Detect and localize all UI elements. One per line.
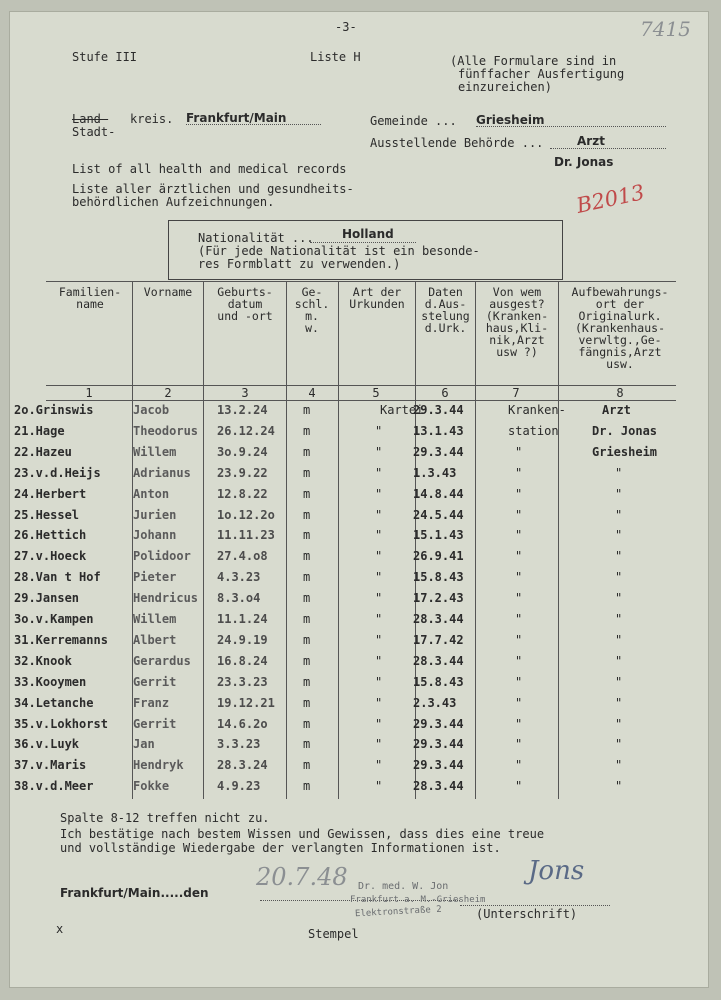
gemeinde-value: Griesheim (476, 113, 545, 127)
table-row (10, 487, 710, 508)
cell-storage-location: Dr. Jonas (592, 423, 658, 438)
table-row (10, 654, 710, 675)
cell-issued-by: Kranken- (508, 403, 566, 417)
cell-record-type: " (375, 444, 383, 459)
col-number-2: 2 (164, 386, 172, 400)
cell-sex: m (303, 695, 311, 710)
cell-record-type: " (375, 570, 383, 585)
cell-record-type: " (375, 612, 383, 626)
cell-family-name: 2o.Grinswis (14, 403, 94, 417)
cell-issued-by: " (515, 695, 523, 710)
cell-first-name: Polidoor (133, 549, 191, 564)
cell-issued-by: " (515, 779, 523, 794)
title-english: List of all health and medical records (72, 162, 347, 176)
behoerde-label: Ausstellende Behörde ... (370, 136, 544, 150)
date-handwritten: 20.7.48 (256, 863, 348, 891)
cell-storage-location: " (615, 528, 623, 543)
cell-record-type: " (375, 716, 383, 731)
col-header-familienname: Familien- name (58, 285, 122, 311)
pencil-number: 7415 (640, 17, 691, 41)
cell-issue-date: 29.3.44 (413, 737, 464, 752)
cell-birth-date: 26.12.24 (217, 423, 275, 438)
cell-storage-location: " (615, 486, 623, 501)
cell-first-name: Jacob (133, 403, 170, 417)
cell-sex: m (303, 758, 311, 773)
cell-first-name: Jan (133, 737, 155, 752)
cell-sex: m (303, 444, 311, 459)
unterschrift-label: (Unterschrift) (476, 907, 578, 921)
cell-issued-by: " (515, 653, 523, 668)
cell-issue-date: 29.3.44 (413, 403, 464, 417)
cell-sex: m (303, 779, 311, 794)
cell-sex: m (303, 612, 311, 626)
cell-record-type: " (375, 465, 383, 480)
cell-storage-location: " (615, 779, 623, 794)
stufe-label: Stufe III (72, 50, 138, 64)
cell-issued-by: " (515, 737, 523, 752)
col-number-3: 3 (241, 386, 249, 400)
cell-sex: m (303, 716, 311, 731)
table-number-rule (46, 385, 676, 386)
cell-sex: m (303, 632, 311, 647)
place-date-label: Frankfurt/Main.....den (60, 886, 209, 900)
title-german-1: Liste aller ärztlichen und gesundheits- (72, 182, 354, 196)
cell-sex: m (303, 403, 311, 417)
cell-record-type: " (375, 591, 383, 606)
cell-storage-location: " (615, 612, 623, 626)
cell-birth-date: 4.9.23 (217, 779, 261, 794)
cell-family-name: 31.Kerremanns (14, 632, 108, 647)
document-sheet (10, 12, 708, 987)
cell-storage-location: " (615, 695, 623, 710)
stadt-label: Stadt- (72, 125, 116, 139)
behoerde-name: Dr. Jonas (554, 155, 614, 169)
cell-birth-date: 4.3.23 (217, 570, 261, 585)
cell-birth-date: 28.3.24 (217, 758, 268, 773)
behoerde-value: Arzt (577, 134, 605, 148)
cell-first-name: Jurien (133, 507, 177, 522)
cell-family-name: 23.v.d.Heijs (14, 465, 101, 480)
signature: Jons (528, 856, 585, 886)
cell-sex: m (303, 653, 311, 668)
nationality-note-2: res Formblatt zu verwenden.) (198, 257, 401, 271)
cell-first-name: Willem (133, 612, 177, 626)
cell-birth-date: 19.12.21 (217, 695, 275, 710)
signature-dots (460, 905, 610, 906)
cell-storage-location: Arzt (602, 403, 631, 417)
cell-birth-date: 1o.12.2o (217, 507, 275, 522)
red-stamp-number: B2013 (574, 180, 647, 218)
cell-sex: m (303, 486, 311, 501)
cell-issued-by: " (515, 758, 523, 773)
cell-first-name: Fokke (133, 779, 170, 794)
stempel-label: Stempel (308, 927, 359, 941)
cell-issue-date: 15.8.43 (413, 674, 464, 689)
nationality-value: Holland (342, 227, 394, 241)
cell-first-name: Hendryk (133, 758, 184, 773)
nationality-note-1: (Für jede Nationalität ist ein besonde- (198, 244, 480, 258)
cell-first-name: Adrianus (133, 465, 191, 480)
cell-record-type: " (375, 737, 383, 752)
cell-issued-by: " (515, 465, 523, 480)
stamp-line-1: Dr. med. W. Jon (358, 881, 449, 892)
cell-birth-date: 11.1.24 (217, 612, 268, 626)
cell-family-name: 26.Hettich (14, 528, 87, 543)
cell-family-name: 22.Hazeu (14, 444, 72, 459)
cell-birth-date: 3.3.23 (217, 737, 261, 752)
cell-record-type: " (375, 674, 383, 689)
col-number-4: 4 (308, 386, 316, 400)
footer-note: Spalte 8-12 treffen nicht zu. (60, 811, 270, 825)
cell-storage-location: " (615, 716, 623, 731)
cell-first-name: Johann (133, 528, 177, 543)
table-row (10, 549, 710, 570)
page-number: -3- (335, 20, 357, 34)
cell-family-name: 37.v.Maris (14, 758, 87, 773)
cell-storage-location: " (615, 507, 623, 522)
note-line-3: einzureichen) (458, 80, 552, 94)
cell-issued-by: " (515, 444, 523, 459)
cell-storage-location: " (615, 570, 623, 585)
cell-first-name: Theodorus (133, 423, 199, 438)
table-row (10, 508, 710, 529)
cell-storage-location: " (615, 758, 623, 773)
cell-first-name: Hendricus (133, 591, 199, 606)
kreis-dots (186, 124, 321, 125)
kreis-value: Frankfurt/Main (186, 111, 287, 125)
col-header-geschlecht: Ge- schl. m. w. (294, 285, 330, 335)
cell-birth-date: 23.9.22 (217, 465, 268, 480)
cell-issue-date: 15.8.43 (413, 570, 464, 585)
cell-family-name: 32.Knook (14, 653, 72, 668)
cell-birth-date: 16.8.24 (217, 653, 268, 668)
confirm-line-2: und vollständige Wiedergabe der verlangten Informationen ist. (60, 841, 501, 855)
cell-family-name: 36.v.Luyk (14, 737, 80, 752)
cell-birth-date: 24.9.19 (217, 632, 268, 647)
col-header-von-wem: Von wem ausgest? (Kranken- haus,Kli- nik,Arzt usw ?) (485, 285, 549, 359)
cell-issue-date: 26.9.41 (413, 549, 464, 564)
cell-record-type: " (375, 779, 383, 794)
kreis-label: kreis. (130, 112, 174, 126)
table-row (10, 675, 710, 696)
cell-record-type: " (375, 695, 383, 710)
cell-record-type: " (375, 653, 383, 668)
cell-issued-by: " (515, 507, 523, 522)
cell-record-type: " (375, 423, 383, 438)
col-header-aufbewahrungsort: Aufbewahrungs- ort der Originalurk. (Krankenhaus- verwltg.,Ge- fängnis,Arzt usw. (571, 285, 669, 371)
cell-issue-date: 28.3.44 (413, 612, 464, 626)
cell-first-name: Willem (133, 444, 177, 459)
table-row (10, 570, 710, 591)
gemeinde-dots (476, 126, 666, 127)
cell-issued-by: " (515, 486, 523, 501)
cell-sex: m (303, 591, 311, 606)
col-header-vorname: Vorname (143, 285, 193, 299)
cell-issue-date: 15.1.43 (413, 528, 464, 543)
table-row (10, 737, 710, 758)
col-number-1: 1 (85, 386, 93, 400)
cell-issued-by: " (515, 716, 523, 731)
col-header-art-der-urkunden: Art der Urkunden (349, 285, 405, 311)
cell-sex: m (303, 737, 311, 752)
table-row (10, 696, 710, 717)
gemeinde-label: Gemeinde ... (370, 114, 457, 128)
cell-family-name: 38.v.d.Meer (14, 779, 94, 794)
cell-storage-location: " (615, 653, 623, 668)
confirm-line-1: Ich bestätige nach bestem Wissen und Gewissen, dass dies eine treue (60, 827, 545, 841)
table-row (10, 633, 710, 654)
cell-record-type: " (375, 758, 383, 773)
table-row (10, 758, 710, 779)
cell-first-name: Gerrit (133, 674, 177, 689)
table-row (10, 466, 710, 487)
cell-family-name: 33.Kooymen (14, 674, 87, 689)
cell-first-name: Franz (133, 695, 170, 710)
note-line-1: (Alle Formulare sind in (450, 54, 617, 68)
cell-issue-date: 13.1.43 (413, 423, 464, 438)
cell-family-name: 27.v.Hoeck (14, 549, 87, 564)
cell-sex: m (303, 570, 311, 585)
col-number-6: 6 (441, 386, 449, 400)
cell-birth-date: 8.3.o4 (217, 591, 261, 606)
cell-issue-date: 28.3.44 (413, 779, 464, 794)
cell-issue-date: 14.8.44 (413, 486, 464, 501)
cell-birth-date: 12.8.22 (217, 486, 268, 501)
cell-birth-date: 3o.9.24 (217, 444, 268, 459)
table-body-rule (46, 400, 676, 401)
cell-issue-date: 28.3.44 (413, 653, 464, 668)
cell-birth-date: 13.2.24 (217, 403, 268, 417)
cell-family-name: 28.Van t Hof (14, 570, 101, 585)
cell-issue-date: 17.7.42 (413, 632, 464, 647)
cell-family-name: 3o.v.Kampen (14, 612, 94, 626)
cell-issued-by: " (515, 528, 523, 543)
col-header-geburtsdatum: Geburts- datum und -ort (217, 285, 273, 323)
cell-family-name: 34.Letanche (14, 695, 94, 710)
cell-first-name: Gerardus (133, 653, 191, 668)
cell-family-name: 29.Jansen (14, 591, 80, 606)
cell-record-type: " (375, 549, 383, 564)
cell-sex: m (303, 674, 311, 689)
nationality-dots (310, 242, 416, 243)
cell-sex: m (303, 465, 311, 480)
cell-storage-location: " (615, 632, 623, 647)
cell-birth-date: 11.11.23 (217, 528, 275, 543)
cell-record-type: Kartei (380, 403, 424, 417)
cell-storage-location: Griesheim (592, 444, 658, 459)
col-number-5: 5 (372, 386, 380, 400)
stamp-line-3: Elektronstraße 2 (354, 904, 442, 920)
cell-family-name: 35.v.Lokhorst (14, 716, 108, 731)
stamp-line-2: Frankfurt a. M.-Griesheim (350, 895, 486, 905)
cell-first-name: Pieter (133, 570, 177, 585)
cell-first-name: Gerrit (133, 716, 177, 731)
table-row (10, 528, 710, 549)
title-german-2: behördlichen Aufzeichnungen. (72, 195, 275, 209)
table-row (10, 591, 710, 612)
col-number-8: 8 (616, 386, 624, 400)
margin-mark: x (56, 922, 64, 936)
table-row (10, 612, 710, 633)
cell-issue-date: 29.3.44 (413, 716, 464, 731)
table-row (10, 779, 710, 800)
cell-first-name: Anton (133, 486, 170, 501)
table-row (10, 403, 710, 424)
cell-record-type: " (375, 528, 383, 543)
table-top-rule (46, 281, 676, 282)
cell-family-name: 21.Hage (14, 423, 65, 438)
cell-record-type: " (375, 486, 383, 501)
cell-issued-by: " (515, 632, 523, 647)
cell-record-type: " (375, 507, 383, 522)
cell-storage-location: " (615, 549, 623, 564)
cell-issue-date: 2.3.43 (413, 695, 457, 710)
cell-sex: m (303, 549, 311, 564)
cell-issue-date: 1.3.43 (413, 465, 457, 480)
table-row (10, 717, 710, 738)
table-row (10, 424, 710, 445)
behoerde-dots (550, 148, 666, 149)
cell-issued-by: " (515, 570, 523, 585)
cell-sex: m (303, 528, 311, 543)
col-header-daten-ausstellung: Daten d.Aus- stelung d.Urk. (421, 285, 470, 335)
col-number-7: 7 (512, 386, 520, 400)
cell-issued-by: " (515, 549, 523, 564)
cell-issue-date: 17.2.43 (413, 591, 464, 606)
cell-issued-by: station (508, 423, 559, 438)
cell-issued-by: " (515, 591, 523, 606)
cell-issue-date: 24.5.44 (413, 507, 464, 522)
cell-sex: m (303, 507, 311, 522)
cell-birth-date: 23.3.23 (217, 674, 268, 689)
cell-storage-location: " (615, 465, 623, 480)
land-label: Land- (72, 112, 109, 126)
cell-sex: m (303, 423, 311, 438)
cell-issued-by: " (515, 612, 523, 626)
note-line-2: fünffacher Ausfertigung (458, 67, 625, 81)
cell-birth-date: 27.4.o8 (217, 549, 268, 564)
cell-issue-date: 29.3.44 (413, 444, 464, 459)
cell-family-name: 24.Herbert (14, 486, 87, 501)
cell-issue-date: 29.3.44 (413, 758, 464, 773)
nationality-label: Nationalität ... (198, 231, 314, 245)
cell-first-name: Albert (133, 632, 177, 647)
liste-label: Liste H (310, 50, 361, 64)
cell-storage-location: " (615, 591, 623, 606)
cell-birth-date: 14.6.2o (217, 716, 268, 731)
cell-record-type: " (375, 632, 383, 647)
cell-family-name: 25.Hessel (14, 507, 80, 522)
cell-issued-by: " (515, 674, 523, 689)
cell-storage-location: " (615, 674, 623, 689)
cell-storage-location: " (615, 737, 623, 752)
table-row (10, 445, 710, 466)
